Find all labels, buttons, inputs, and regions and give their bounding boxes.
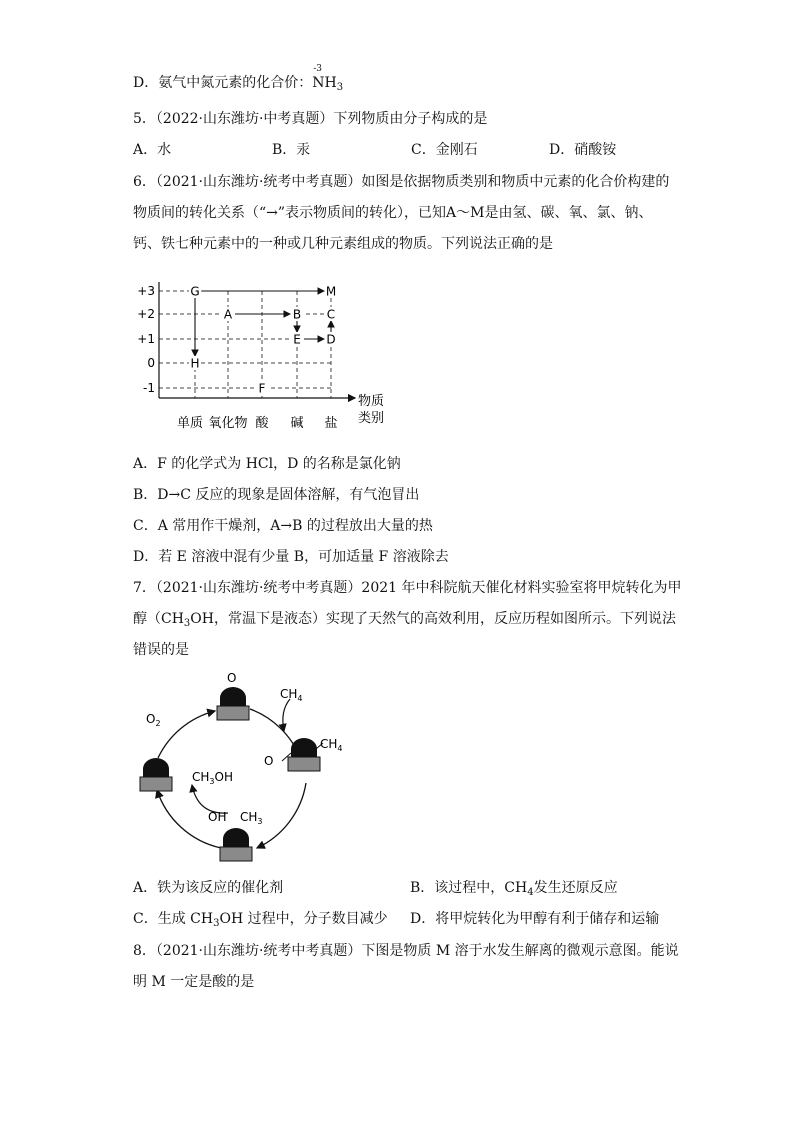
q8-stem-line-1: 8．（2021·山东潍坊·统考中考真题）下图是物质 M 溶于水发生解离的微观示意图。能说	[133, 943, 679, 959]
point-A: A	[223, 307, 233, 322]
category-label: 碱	[290, 416, 304, 431]
q6-stem-line-3: 钙、铁七种元素中的一种或几种元素组成的物质。下列说法正确的是	[133, 236, 553, 252]
label-ch4-right: $CH_4$	[320, 737, 343, 753]
catalyst-site-bottom	[220, 828, 252, 861]
label-ch3: $CH_3$	[240, 810, 263, 826]
cycle-arc-left-top	[158, 711, 215, 758]
x-axis-label-line-1: 物质	[358, 394, 385, 409]
label-ch4-in: $CH_4$	[280, 687, 303, 703]
catalyst-site-left	[140, 758, 172, 791]
q7-option-c[interactable]: C．生成 $CH_3OH$ 过程中，分子数目减少	[133, 911, 388, 929]
ch3oh-outflow-arrow	[192, 785, 228, 813]
catalytic-cycle-diagram	[130, 665, 370, 870]
category-label: 氧化物	[208, 416, 248, 431]
catalyst-site-right	[282, 738, 323, 771]
q5-option-b[interactable]: B．汞	[272, 142, 311, 158]
ammonia-formula: -3 N	[312, 64, 325, 91]
q4-option-d[interactable]: D．氨气中氮元素的化合价： -3 $NH_3$	[133, 64, 344, 93]
q7-stem-line-1: 7．（2021·山东潍坊·统考中考真题）2021 年中科院航天催化材料实验室将甲烷转化为甲	[133, 580, 682, 596]
q7-option-b[interactable]: B．该过程中，$CH_4$发生还原反应	[410, 880, 618, 898]
q6-stem-line-2: 物质间的转化关系（“→”表示物质间的转化），已知A～M是由氢、碳、氧、氯、钠、	[133, 205, 653, 221]
point-B: B	[292, 307, 302, 322]
label-o2: $O_2$	[146, 712, 161, 728]
category-label: 单质	[176, 416, 204, 431]
point-F: F	[258, 381, 266, 396]
point-C: C	[326, 307, 336, 322]
q5-option-d[interactable]: D．硝酸铵	[549, 142, 617, 158]
x-axis-label-line-2: 类别	[358, 411, 385, 426]
q7-option-d[interactable]: D．将甲烷转化为甲醇有利于储存和运输	[410, 911, 660, 927]
point-D: D	[326, 332, 336, 347]
q8-stem-line-2: 明 M 一定是酸的是	[133, 974, 255, 990]
q4-option-d-text: D．氨气中氮元素的化合价：	[133, 75, 313, 91]
cycle-arc-right-bottom	[257, 783, 306, 848]
q6-option-d[interactable]: D．若 E 溶液中混有少量 B，可加适量 F 溶液除去	[133, 549, 449, 565]
q6-option-b[interactable]: B．D→C 反应的现象是固体溶解，有气泡冒出	[133, 487, 420, 503]
ch4-inflow-arrow	[283, 699, 290, 731]
q5-option-c[interactable]: C．金刚石	[411, 142, 478, 158]
q5-option-a[interactable]: A．水	[133, 142, 172, 158]
q6-option-a[interactable]: A．F 的化学式为 HCl，D 的名称是氯化钠	[133, 456, 401, 472]
catalyst-site-top	[217, 687, 249, 720]
label-ch3oh: $CH_3OH$	[192, 770, 233, 786]
q6-option-c[interactable]: C．A 常用作干燥剂，A→B 的过程放出大量的热	[133, 518, 433, 534]
q7-stem-line-3: 错误的是	[133, 642, 189, 658]
label-o-right: O	[264, 754, 274, 768]
q7-stem-line-2: 醇（$CH_3OH$，常温下是液态）实现了天然气的高效利用，反应历程如图所示。下列说法	[133, 611, 676, 629]
y-tick-label: +1	[137, 332, 155, 346]
q7-option-a[interactable]: A．铁为该反应的催化剂	[133, 880, 284, 896]
y-tick-label: -1	[143, 381, 155, 395]
label-oh: OH	[208, 810, 227, 824]
point-H: H	[190, 356, 200, 371]
y-tick-label: 0	[147, 356, 155, 370]
y-tick-label: +2	[137, 307, 155, 321]
q6-stem-line-1: 6．（2021·山东潍坊·统考中考真题）如图是依据物质类别和物质中元素的化合价构建的	[133, 174, 670, 190]
nitrogen-valence: -3	[313, 64, 323, 74]
label-o-top: O	[227, 671, 237, 685]
valence-category-chart	[130, 272, 400, 437]
y-tick-label: +3	[137, 284, 155, 298]
point-E: E	[293, 332, 301, 347]
point-G: G	[190, 284, 200, 299]
category-label: 酸	[255, 416, 269, 431]
point-M: M	[325, 284, 337, 299]
q5-stem: 5．（2022·山东潍坊·中考真题）下列物质由分子构成的是	[133, 111, 488, 127]
category-label: 盐	[324, 416, 338, 431]
